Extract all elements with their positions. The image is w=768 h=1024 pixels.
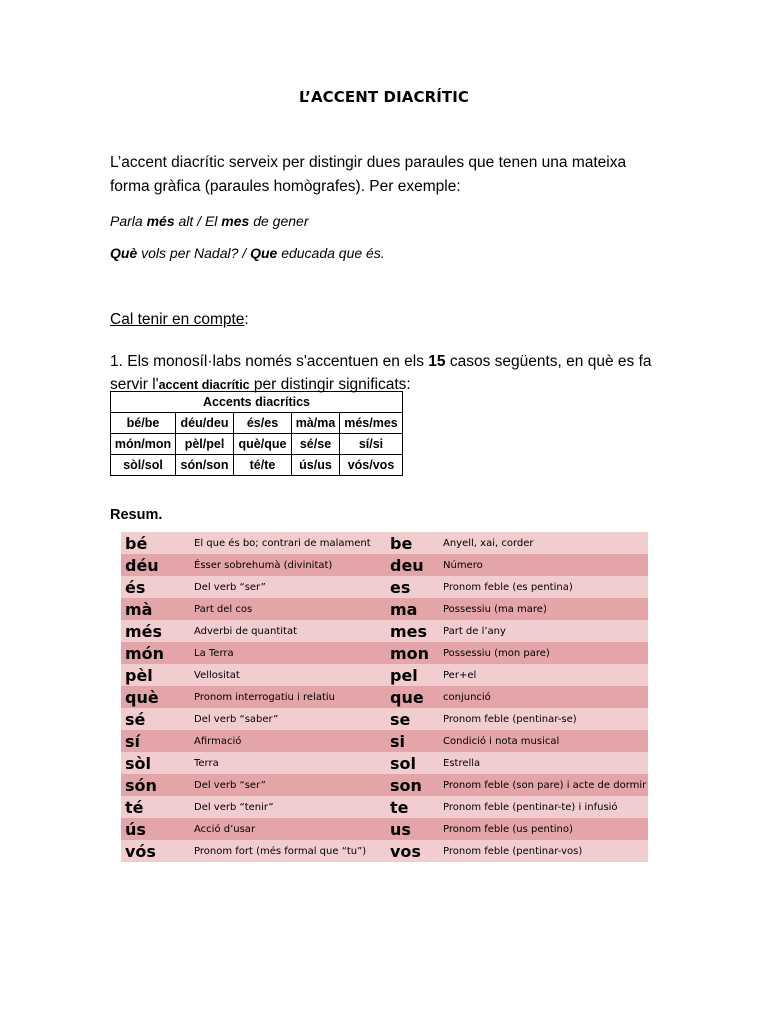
- summary-row: [121, 752, 648, 774]
- accented-word: sé: [125, 709, 146, 729]
- unaccented-word: te: [390, 797, 409, 817]
- unaccented-word: sol: [390, 753, 416, 773]
- table-row: [111, 413, 403, 434]
- accented-word: pèl: [125, 665, 153, 685]
- summary-row: [121, 774, 648, 796]
- accented-meaning: El que és bo; contrari de malament: [194, 537, 371, 549]
- summary-row: [121, 818, 648, 840]
- table-cell: més/mes: [340, 413, 403, 434]
- accented-meaning: Ésser sobrehumà (divinitat): [194, 559, 333, 571]
- accented-meaning: Vellositat: [194, 669, 240, 681]
- unaccented-word: si: [390, 731, 406, 751]
- summary-table: [121, 532, 648, 862]
- accented-meaning: Part del cos: [194, 603, 253, 615]
- unaccented-meaning: Anyell, xai, corder: [443, 537, 534, 549]
- table-cell: bé/be: [111, 413, 176, 434]
- summary-row: [121, 642, 648, 664]
- table-cell: món/mon: [111, 434, 176, 455]
- unaccented-meaning: Pronom feble (es pentina): [443, 581, 573, 593]
- accented-meaning: Terra: [194, 757, 219, 769]
- table-row: [111, 455, 403, 476]
- unaccented-meaning: Possessiu (mon pare): [443, 647, 550, 659]
- unaccented-meaning: Per+el: [443, 669, 477, 681]
- intro-paragraph: L’accent diacrític serveix per distingir dues paraules que tenen una mateixa forma gràfica (paraules homògrafes). Per exemple:: [110, 154, 627, 195]
- summary-row: [121, 532, 648, 554]
- table-cell: pèl/pel: [176, 434, 234, 455]
- accented-word: són: [125, 775, 157, 795]
- summary-row: [121, 730, 648, 752]
- unaccented-meaning: Pronom feble (pentinar-vos): [443, 845, 583, 857]
- page-title: L’ACCENT DIACRÍTIC: [298, 88, 470, 106]
- summary-row: [121, 708, 648, 730]
- unaccented-word: us: [390, 819, 411, 839]
- unaccented-word: es: [390, 577, 411, 597]
- table-cell: són/son: [176, 455, 234, 476]
- unaccented-meaning: Número: [443, 559, 483, 571]
- unaccented-word: deu: [390, 555, 424, 575]
- accented-meaning: Afirmació: [194, 735, 242, 747]
- unaccented-meaning: conjunció: [443, 691, 491, 703]
- accented-word: té: [125, 797, 144, 817]
- summary-row: [121, 620, 648, 642]
- unaccented-meaning: Part de l’any: [443, 625, 506, 637]
- accented-meaning: Del verb “ser”: [194, 581, 266, 593]
- table-row: [111, 434, 403, 455]
- summary-row: [121, 686, 648, 708]
- table-cell: sé/se: [292, 434, 340, 455]
- accented-meaning: Del verb “tenir”: [194, 801, 274, 813]
- summary-row: [121, 576, 648, 598]
- accented-word: més: [125, 621, 163, 641]
- table-cell: sí/si: [340, 434, 403, 455]
- unaccented-meaning: Pronom feble (pentinar-se): [443, 713, 577, 725]
- accented-meaning: Pronom fort (més formal que “tu”): [194, 845, 367, 857]
- unaccented-word: son: [390, 775, 422, 795]
- table-cell: vós/vos: [340, 455, 403, 476]
- accented-word: és: [125, 577, 146, 597]
- table-cell: és/es: [234, 413, 292, 434]
- unaccented-word: que: [390, 687, 424, 707]
- example-line-1: Parla més alt / El mes de gener: [110, 213, 309, 229]
- unaccented-meaning: Condició i nota musical: [443, 735, 560, 747]
- unaccented-word: se: [390, 709, 411, 729]
- table-cell: què/que: [234, 434, 292, 455]
- accented-meaning: La Terra: [194, 647, 234, 659]
- accented-meaning: Adverbi de quantitat: [194, 625, 297, 637]
- section-heading: Cal tenir en compte:: [110, 311, 249, 328]
- accented-meaning: Pronom interrogatiu i relatiu: [194, 691, 336, 703]
- accented-word: sí: [125, 731, 141, 751]
- accented-word: què: [125, 687, 159, 707]
- table-cell: mà/ma: [292, 413, 340, 434]
- unaccented-meaning: Estrella: [443, 757, 481, 769]
- unaccented-word: mes: [390, 621, 428, 641]
- accented-word: ús: [125, 819, 146, 839]
- table-cell: té/te: [234, 455, 292, 476]
- accented-meaning: Del verb “saber”: [194, 713, 279, 725]
- accented-meaning: Acció d’usar: [194, 823, 256, 835]
- unaccented-meaning: Pronom feble (pentinar-te) i infusió: [443, 801, 618, 813]
- summary-row: [121, 840, 648, 862]
- accented-meaning: Del verb “ser”: [194, 779, 266, 791]
- accented-word: sòl: [125, 753, 151, 773]
- rule-paragraph: 1. Els monosíl·labs només s'accentuen en els 15 casos següents, en què es fa servir l'accent diacrític per distingir significats:: [110, 353, 652, 393]
- summary-row: [121, 796, 648, 818]
- unaccented-meaning: Possessiu (ma mare): [443, 603, 547, 615]
- unaccented-meaning: Pronom feble (son pare) i acte de dormir: [443, 779, 647, 791]
- accented-word: món: [125, 643, 165, 663]
- table-cell: sòl/sol: [111, 455, 176, 476]
- accented-word: bé: [125, 533, 148, 553]
- accented-word: mà: [125, 599, 153, 619]
- accents-table: [110, 391, 403, 476]
- unaccented-meaning: Pronom feble (us pentino): [443, 823, 573, 835]
- summary-row: [121, 664, 648, 686]
- accented-word: déu: [125, 555, 159, 575]
- unaccented-word: vos: [390, 841, 421, 861]
- unaccented-word: mon: [390, 643, 430, 663]
- table-cell: déu/deu: [176, 413, 234, 434]
- example-line-2: Què vols per Nadal? / Que educada que és.: [110, 245, 385, 261]
- unaccented-word: be: [390, 533, 413, 553]
- table-cell: ús/us: [292, 455, 340, 476]
- unaccented-word: pel: [390, 665, 418, 685]
- accented-word: vós: [125, 841, 156, 861]
- accents-table-header: Accents diacrítics: [111, 392, 403, 413]
- summary-row: [121, 598, 648, 620]
- summary-row: [121, 554, 648, 576]
- summary-heading: Resum.: [110, 507, 163, 523]
- unaccented-word: ma: [390, 599, 418, 619]
